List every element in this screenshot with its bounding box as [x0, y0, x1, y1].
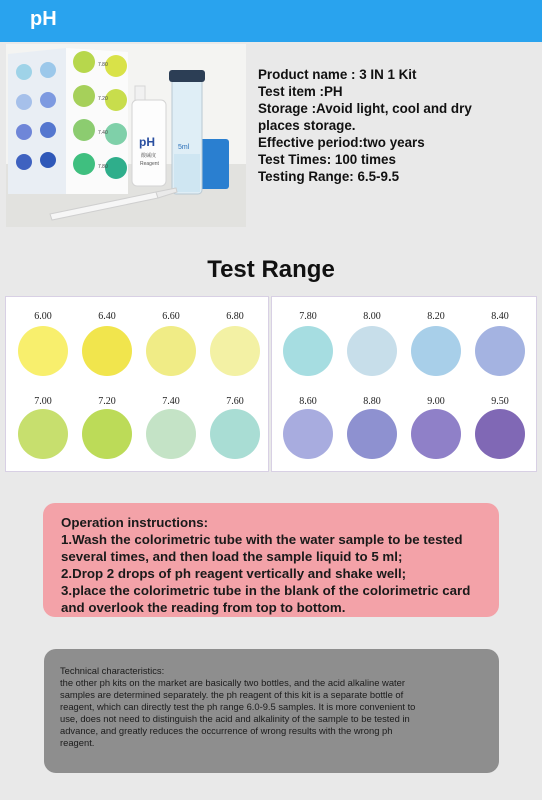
- operation-line: several times, and then load the sample liquid to 5 ml;: [61, 549, 403, 564]
- ph-value-label: 6.60: [162, 311, 180, 322]
- test-range-heading: Test Range: [207, 256, 335, 283]
- bottle-small-text: Reagent: [140, 161, 159, 167]
- ph-color-swatch: [283, 409, 333, 459]
- ph-color-swatch: [283, 326, 333, 376]
- ph-color-swatch: [146, 326, 196, 376]
- product-info: [258, 66, 538, 185]
- operation-instructions: [43, 503, 499, 617]
- ph-color-swatch: [475, 326, 525, 376]
- ph-color-swatch: [210, 409, 260, 459]
- ph-value-label: 8.40: [491, 311, 509, 322]
- operation-line: 3.place the colorimetric tube in the blank of the colorimetric card: [61, 583, 471, 598]
- ph-color-swatch: [347, 326, 397, 376]
- ph-value-label: 7.60: [226, 396, 244, 407]
- storage-continued: places storage.: [258, 118, 356, 133]
- tube-label: 5ml: [178, 144, 190, 151]
- technical-line: samples are determined separately. the ph reagent of this kit is a separate bottle of: [60, 689, 404, 700]
- product-photo-illustration: [6, 44, 246, 227]
- technical-line: reagent, which can directly test the ph range 6.0-9.5 samples. It is more convenient to: [60, 701, 416, 712]
- product-name: Product name : 3 IN 1 Kit: [258, 67, 417, 82]
- kit-card-label: 7.80: [98, 62, 108, 68]
- ph-color-swatch: [82, 326, 132, 376]
- kit-card-label: 7.40: [98, 130, 108, 136]
- effective-period: Effective period:two years: [258, 135, 425, 150]
- bottle-label: pH: [139, 135, 155, 149]
- ph-value-label: 8.80: [363, 396, 381, 407]
- operation-heading: Operation instructions:: [61, 515, 209, 530]
- testing-range: Testing Range: 6.5-9.5: [258, 169, 400, 184]
- ph-color-swatch: [18, 326, 68, 376]
- ph-color-swatch: [411, 409, 461, 459]
- ph-value-label: 6.40: [98, 311, 116, 322]
- ph-value-label: 7.00: [34, 396, 52, 407]
- ph-color-swatch: [146, 409, 196, 459]
- storage: Storage :Avoid light, cool and dry: [258, 101, 472, 116]
- color-chart-right: [271, 296, 537, 472]
- ph-value-label: 8.20: [427, 311, 445, 322]
- ph-color-swatch: [18, 409, 68, 459]
- bottle-small-text: 酸碱度: [141, 153, 157, 159]
- ph-value-label: 8.60: [299, 396, 317, 407]
- operation-line: 1.Wash the colorimetric tube with the water sample to be tested: [61, 532, 463, 547]
- header-bar: [0, 0, 542, 42]
- technical-line: reagent.: [60, 737, 95, 748]
- kit-card-label: 7.20: [98, 96, 108, 102]
- ph-color-swatch: [475, 409, 525, 459]
- test-times: Test Times: 100 times: [258, 152, 396, 167]
- ph-value-label: 7.80: [299, 311, 317, 322]
- ph-value-label: 6.00: [34, 311, 52, 322]
- technical-line: use, does not need to distinguish the acid and alkalinity of the sample to be tested in: [60, 713, 410, 724]
- technical-line: the other ph kits on the market are basically two bottles, and the acid alkaline water: [60, 677, 405, 688]
- technical-heading: Technical characteristics:: [60, 665, 165, 676]
- ph-color-swatch: [411, 326, 461, 376]
- ph-value-label: 9.50: [491, 396, 509, 407]
- ph-value-label: 9.00: [427, 396, 445, 407]
- page-title: pH: [30, 8, 57, 30]
- ph-color-swatch: [210, 326, 260, 376]
- ph-value-label: 6.80: [226, 311, 244, 322]
- operation-line: and overlook the reading from top to bottom.: [61, 600, 346, 615]
- kit-card-label: 7.80: [98, 164, 108, 170]
- technical-line: advance, and greatly reduces the occurrence of wrong results with the wrong ph: [60, 725, 393, 736]
- test-item: Test item :PH: [258, 84, 343, 99]
- ph-color-swatch: [82, 409, 132, 459]
- operation-line: 2.Drop 2 drops of ph reagent vertically and shake well;: [61, 566, 407, 581]
- ph-value-label: 8.00: [363, 311, 381, 322]
- technical-characteristics: [44, 649, 499, 773]
- ph-value-label: 7.40: [162, 396, 180, 407]
- ph-color-swatch: [347, 409, 397, 459]
- ph-value-label: 7.20: [98, 396, 116, 407]
- color-chart-left: [5, 296, 269, 472]
- product-photo: [6, 44, 246, 227]
